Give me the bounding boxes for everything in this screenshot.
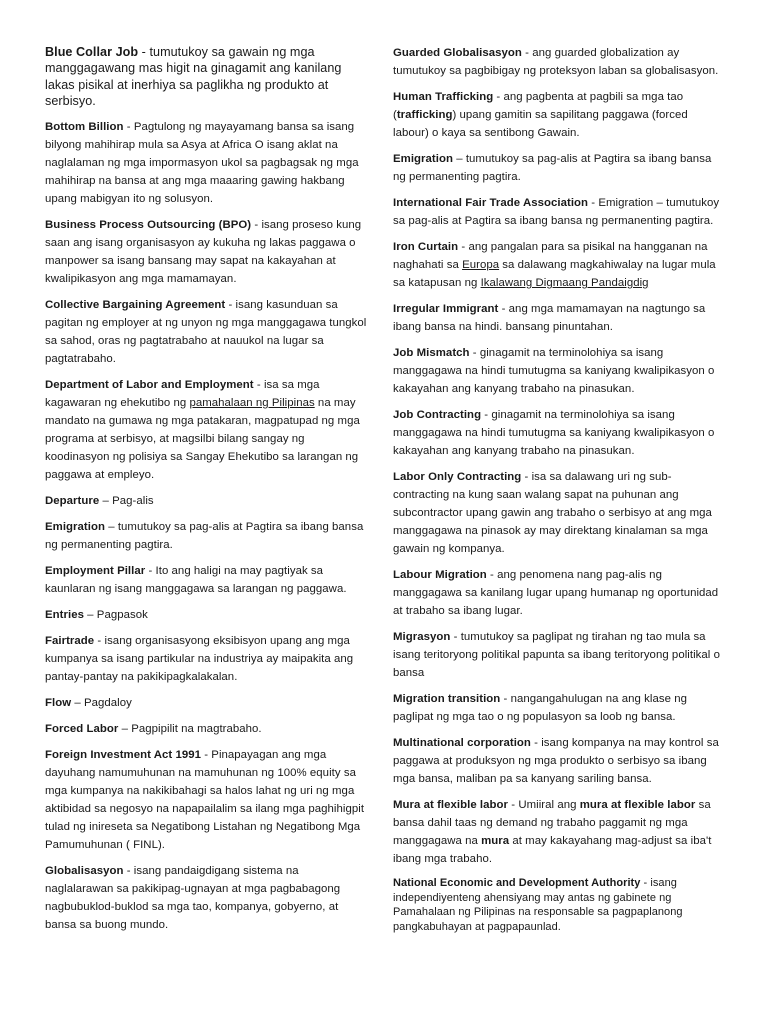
entry-human-trafficking — [393, 88, 723, 142]
term: Fairtrade — [45, 634, 95, 647]
pamahalaan-link[interactable]: pamahalaan ng Pilipinas — [189, 396, 315, 409]
definition: tumutukoy sa pag-alis at Pagtira sa ibang bansa ng permanenting pagtira. — [393, 153, 712, 183]
definition: isang kompanya na may kontrol sa paggawa at produksyon ng mga produkto o serbisyo sa ibang mga bansa, maliban pa sa kanyang sariling bansa. — [393, 737, 719, 785]
term: Collective Bargaining Agreement — [45, 298, 226, 311]
definition: ang pangalan para sa pisikal na hangganan na naghahati sa — [393, 241, 708, 271]
entry-migrasyon — [393, 628, 723, 682]
separator: - — [201, 748, 212, 761]
term: Guarded Globalisasyon — [393, 47, 522, 59]
separator: - — [123, 864, 134, 877]
separator: - — [481, 409, 492, 421]
separator: - — [493, 91, 504, 103]
definition-continued: ) upang gamitin sa sapilitang paggawa (forced labour) o kaya sa sentibong Gawain. — [393, 109, 688, 139]
term: Iron Curtain — [393, 241, 459, 253]
entry-blue-collar-job — [45, 44, 369, 110]
term: Entries — [45, 608, 84, 621]
entry-departure — [45, 492, 369, 510]
separator: - — [469, 347, 480, 359]
term: Mura at flexible labor — [393, 799, 509, 811]
entry-employment-pillar — [45, 562, 369, 598]
definition: isa sa mga kagawaran ng ehekutibo ng — [45, 378, 320, 409]
separator: – — [118, 722, 132, 735]
definition: Pag-alis — [112, 494, 154, 507]
definition: nangangahulugan na ang klase ng paglipat ng mga tao o ng populasyon sa loob ng bansa. — [393, 693, 687, 723]
definition: ginagamit na terminolohiya sa isang manggagawa na hindi tumutugma sa kaniyang kwalipikasyon o kakayahan ang kanyang trabaho na pinasukan. — [393, 347, 715, 395]
separator: – — [83, 608, 97, 621]
separator: - — [508, 799, 519, 811]
term: Employment Pillar — [45, 564, 146, 577]
separator: - — [521, 471, 532, 483]
entry-emigration — [45, 518, 369, 554]
separator: – — [99, 494, 113, 507]
mura-bold: mura — [481, 835, 510, 847]
term: Job Contracting — [393, 409, 482, 421]
right-column — [393, 44, 723, 1024]
separator: - — [251, 218, 262, 231]
definition: isang organisasyong eksibisyon upang ang mga kumpanya sa isang partikular na industriya ay maipakita ang pantay-pantay na pakikipagkalakalan. — [45, 634, 354, 683]
term: Business Process Outsourcing (BPO) — [45, 218, 252, 231]
term: Flow — [45, 696, 72, 709]
definition: Umiiral ang — [518, 799, 580, 811]
entry-ifta — [393, 194, 723, 230]
entry-forced-labor — [45, 720, 369, 738]
entry-flow — [45, 694, 369, 712]
trafficking-bold: trafficking — [396, 109, 453, 121]
term: Labour Migration — [393, 569, 487, 581]
term: Multinational corporation — [393, 737, 531, 749]
separator: - — [123, 120, 134, 133]
definition-continued: sa dalawang magkahiwalay na lugar mula sa katapusan ng — [393, 259, 716, 289]
entry-job-mismatch — [393, 344, 723, 398]
term: Foreign Investment Act 1991 — [45, 748, 202, 761]
separator: - — [588, 197, 599, 209]
definition: ang mga mamamayan na nagtungo sa ibang bansa na hindi. bansang pinuntahan. — [393, 303, 706, 333]
entry-emigration-2 — [393, 150, 723, 186]
separator: - — [640, 877, 651, 889]
ikalawang-digmaan-link[interactable]: Ikalawang Digmaang Pandaigdig — [480, 277, 649, 289]
definition: Pagpasok — [96, 608, 148, 621]
entry-dole — [45, 376, 369, 484]
term: Human Trafficking — [393, 91, 494, 103]
definition: tumutukoy sa pag-alis at Pagtira sa ibang bansa ng permanenting pagtira. — [45, 520, 364, 551]
entry-mura-flexible-labor — [393, 796, 723, 868]
term: Blue Collar Job — [45, 45, 139, 59]
term: Globalisasyon — [45, 864, 124, 877]
entry-guarded-globalisasyon — [393, 44, 723, 80]
definition: ang guarded globalization ay tumutukoy sa pagbibigay ng proteksyon laban sa globalisasyon. — [393, 47, 719, 77]
definition: isa sa dalawang uri ng sub-contracting na kung saan walang sapat na puhunan ang subcontractor upang gawin ang trabaho o serbisyo at ang mga manggagawa na pinasok ay may direktang kinalaman sa mga gawain ng kompanya. — [393, 471, 712, 555]
definition: ang penomena nang pag-alis ng manggagawa sa kanilang lugar upang humanap ng oportunidad at trabaho sa ibang lugar. — [393, 569, 719, 617]
separator: - — [486, 569, 498, 581]
definition: isang pandaigdigang sistema na naglalarawan sa pakikipag-ugnayan at mga pagbabagong nagbubuklod-buklod sa mga tao, kompanya, gobyerno, at bansa sa buong mundo. — [45, 864, 341, 931]
definition: Pagpipilit na magtrabaho. — [131, 722, 262, 735]
definition: Pagtulong ng mayayamang bansa sa isang bilyong mahihirap mula sa Asya at Africa O isang aklat na naglalaman ng mga impormasyon ukol sa pagbagsak ng mga mahihirap na bansa at ang mga maaaring gawing hakbang upang mabigyan ito ng solusyon. — [45, 120, 359, 205]
term: Bottom Billion — [45, 120, 124, 133]
definition: ginagamit na terminolohiya sa isang manggagawa na hindi tumutugma sa kaniyang kwalipikasyon o kakayahan ang kanyang trabaho na pinasukan. — [393, 409, 715, 457]
separator: – — [105, 520, 118, 533]
separator: - — [530, 737, 542, 749]
separator: – — [453, 153, 466, 165]
definition: tumutukoy sa gawain ng mga manggagawang mas higit na ginagamit ang kanilang lakas pisikal at inerhiya sa paglikha ng produkto at serbisyo. — [45, 45, 342, 109]
term: Job Mismatch — [393, 347, 470, 359]
separator: - — [94, 634, 105, 647]
definition: isang independiyenteng ahensiyang may antas ng gabinete ng Pamahalaan ng Pilipinas na responsable sa pagpaplanong pangkabuhayan at pagpapaunlad. — [393, 877, 683, 933]
definition: isang kasunduan sa pagitan ng employer at ng unyon ng mga manggagawa tungkol sa sahod, oras ng pagtatrabaho at nauukol na lugar sa pagtatrabaho. — [45, 298, 367, 365]
term: International Fair Trade Association — [393, 197, 589, 209]
entry-neda — [393, 876, 723, 934]
definition: Pagdaloy — [83, 696, 132, 709]
entry-collective-bargaining — [45, 296, 369, 368]
entry-bottom-billion — [45, 118, 369, 208]
definition: Emigration – tumutukoy sa pag-alis at Pagtira sa ibang bansa ng permanenting pagtira. — [393, 197, 720, 227]
definition: Ito ang haligi na may pagtiyak sa kaunlaran ng isang manggagawa sa larangan ng paggawa. — [45, 564, 347, 595]
separator: – — [71, 696, 84, 709]
definition-continued: sa bansa dahil taas ng demand ng trabaho paggamit ng mga manggagawa na — [393, 799, 711, 847]
entry-entries — [45, 606, 369, 624]
entry-labor-only-contracting — [393, 468, 723, 558]
term: Irregular Immigrant — [393, 303, 499, 315]
definition-continued: na may mandato na gumawa ng mga patakaran, magpatupad ng mga programa at serbisyo, at magsilbi bilang sangay ng koodinasyon ng polisiya sa Sangay Ehekutibo sa larangan ng paggawa at empleyo. — [45, 396, 360, 481]
term: Emigration — [393, 153, 453, 165]
term: Migrasyon — [393, 631, 451, 643]
entry-labour-migration — [393, 566, 723, 620]
definition: isang proseso kung saan ang isang organisasyon ay kukuha ng lakas paggawa o manpower sa isang bansang may sapat na kakayahan at kwalipikasyon ang mga mamamayan. — [45, 218, 362, 285]
separator: - — [458, 241, 469, 253]
term: Migration transition — [393, 693, 501, 705]
entry-multinational-corporation — [393, 734, 723, 788]
europa-link[interactable]: Europa — [462, 259, 500, 271]
separator: - — [500, 693, 511, 705]
term: Departure — [45, 494, 100, 507]
separator: - — [253, 378, 264, 391]
separator: - — [450, 631, 461, 643]
entry-irregular-immigrant — [393, 300, 723, 336]
definition: Pinapayagan ang mga dayuhang namumuhunan na mamuhunan ng 100% equity sa mga kumpanya na nakikibahagi sa halos lahat ng uri ng mga aktibidad sa negosyo na napapailalim sa ilang mga paghihigpit tulad ng inireseta sa Negatibong Listahan ng Negatibong Mga Pamumuhunan ( FINL). — [45, 748, 365, 851]
entry-job-contracting — [393, 406, 723, 460]
term: Emigration — [45, 520, 105, 533]
separator: - — [145, 564, 156, 577]
left-column — [45, 44, 369, 1024]
entry-migration-transition — [393, 690, 723, 726]
entry-iron-curtain — [393, 238, 723, 292]
entry-bpo — [45, 216, 369, 288]
term: Forced Labor — [45, 722, 119, 735]
term: National Economic and Development Authority — [393, 877, 641, 889]
separator: - — [138, 45, 150, 59]
entry-globalisasyon — [45, 862, 369, 934]
entry-fairtrade — [45, 632, 369, 686]
definition-end: at may kakayahang mag-adjust sa iba't ibang mga trabaho. — [393, 835, 712, 865]
entry-foreign-investment-act — [45, 746, 369, 854]
separator: - — [521, 47, 533, 59]
term: Department of Labor and Employment — [45, 378, 254, 391]
definition: ang pagbenta at pagbili sa mga tao ( — [393, 91, 684, 121]
mura-flexible-bold: mura at flexible labor — [579, 799, 696, 811]
separator: - — [498, 303, 509, 315]
separator: - — [225, 298, 236, 311]
definition: tumutukoy sa paglipat ng tirahan ng tao mula sa isang teritoryong politikal papunta sa ibang teritoryong politikal o bansa — [393, 631, 720, 679]
term: Labor Only Contracting — [393, 471, 522, 483]
